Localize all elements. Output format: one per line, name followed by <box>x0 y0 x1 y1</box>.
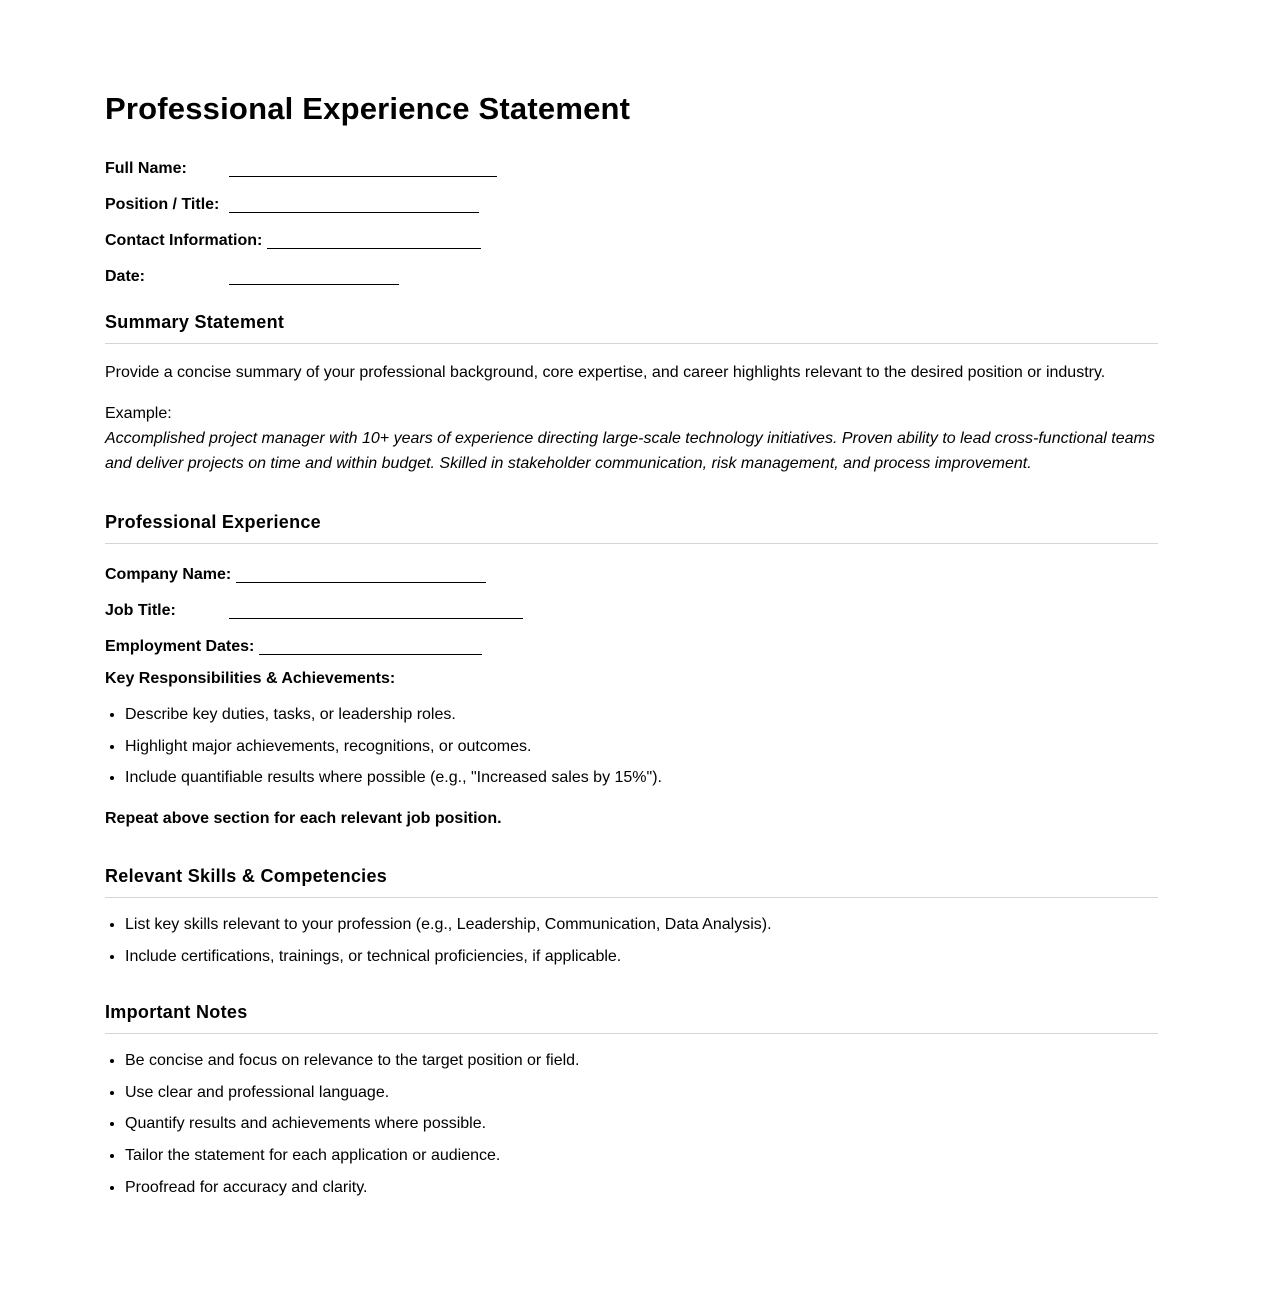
job-title-label: Job Title: <box>105 602 176 619</box>
notes-list <box>105 1051 1158 1198</box>
job-title-blank-line[interactable] <box>229 601 523 619</box>
notes-heading: Important Notes <box>105 1001 1158 1034</box>
summary-section <box>105 311 1158 476</box>
repeat-note: Repeat above section for each relevant job position. <box>105 810 502 828</box>
date-field <box>105 263 1158 299</box>
experience-fields <box>105 561 1158 705</box>
experience-section <box>105 511 1158 831</box>
list-item: • Describe key duties, tasks, or leadership roles. <box>125 705 1158 725</box>
list-item: • Include certifications, trainings, or technical proficiencies, if applicable. <box>125 947 1158 967</box>
list-item: • Be concise and focus on relevance to the target position or field. <box>125 1051 1158 1071</box>
position-title-blank-line[interactable] <box>229 195 479 213</box>
employment-dates-blank-line[interactable] <box>259 637 482 655</box>
page-title: Professional Experience Statement <box>105 91 631 126</box>
skills-heading: Relevant Skills & Competencies <box>105 865 1158 898</box>
company-name-blank-line[interactable] <box>236 565 486 583</box>
summary-description: Provide a concise summary of your professional background, core expertise, and career highlights relevant to the desired position or industry. <box>105 364 1106 381</box>
date-blank-line[interactable] <box>229 267 399 285</box>
summary-heading: Summary Statement <box>105 311 1158 344</box>
skills-section <box>105 865 1158 967</box>
company-name-label: Company Name: <box>105 566 232 583</box>
example-label: Example: <box>105 405 172 422</box>
contact-information-label: Contact Information: <box>105 232 263 249</box>
full-name-label: Full Name: <box>105 160 187 177</box>
job-title-field <box>105 597 1158 633</box>
list-item: • Highlight major achievements, recognitions, or outcomes. <box>125 737 1158 757</box>
responsibilities-label: Key Responsibilities & Achievements: <box>105 670 396 687</box>
list-item: • List key skills relevant to your profession (e.g., Leadership, Communication, Data Analysis). <box>125 915 1158 935</box>
notes-section <box>105 1001 1158 1198</box>
full-name-field <box>105 155 1158 191</box>
position-title-field <box>105 191 1158 227</box>
list-item: • Use clear and professional language. <box>125 1083 1158 1103</box>
list-item: • Proofread for accuracy and clarity. <box>125 1178 1158 1198</box>
header-fields <box>105 155 1158 299</box>
employment-dates-field <box>105 633 1158 669</box>
list-item: • Include quantifiable results where possible (e.g., "Increased sales by 15%"). <box>125 768 1158 788</box>
responsibilities-list <box>105 705 1158 788</box>
employment-dates-label: Employment Dates: <box>105 638 255 655</box>
list-item: • Tailor the statement for each application or audience. <box>125 1146 1158 1166</box>
date-label: Date: <box>105 268 146 285</box>
full-name-blank-line[interactable] <box>229 159 497 177</box>
contact-information-field <box>105 227 1158 263</box>
skills-list <box>105 915 1158 967</box>
position-title-label: Position / Title: <box>105 196 220 213</box>
experience-heading: Professional Experience <box>105 511 1158 544</box>
list-item: • Quantify results and achievements where possible. <box>125 1114 1158 1134</box>
contact-information-blank-line[interactable] <box>267 231 481 249</box>
company-name-field <box>105 561 1158 597</box>
example-text: Accomplished project manager with 10+ years of experience directing large-scale technology initiatives. Proven ability to lead cross-functional teams and deliver projects on time and within budget. Skilled in stakeholder communication, risk management, and process improvement. <box>105 430 1155 472</box>
